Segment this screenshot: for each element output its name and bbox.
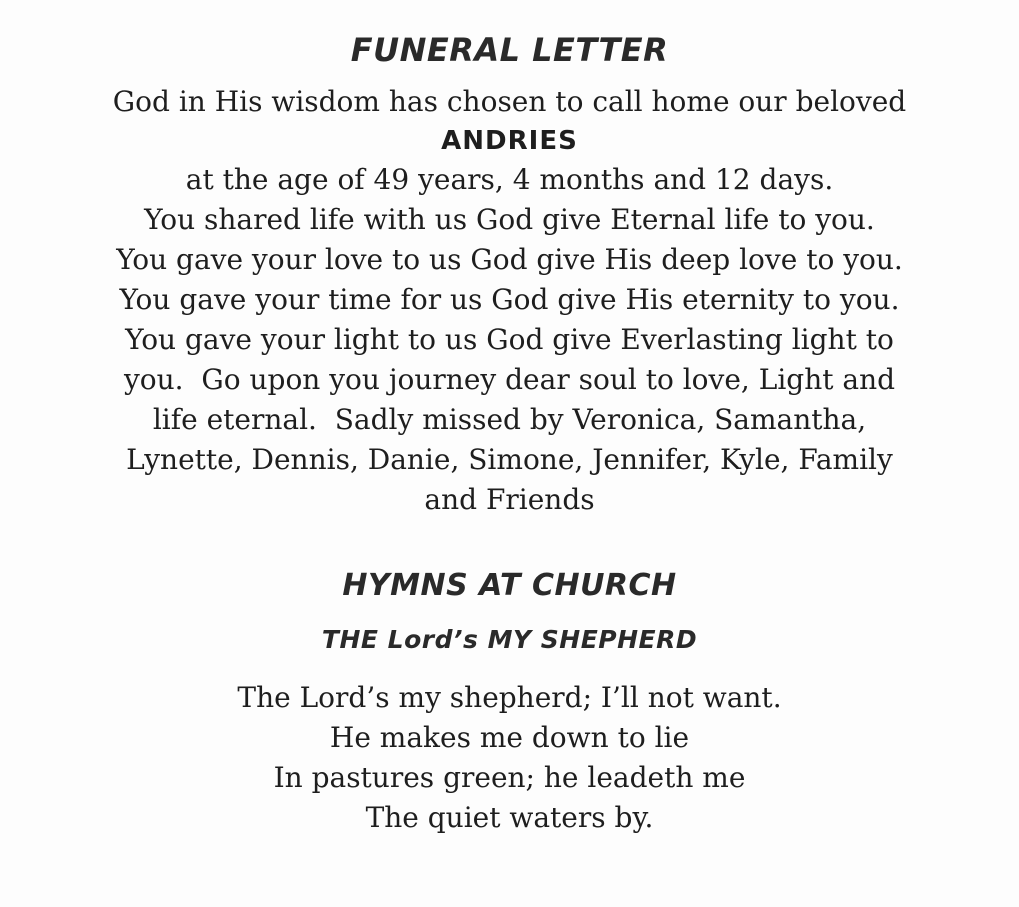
letter-line: at the age of 49 years, 4 months and 12 days. [185,163,834,196]
letter-line: and Friends [424,483,595,516]
letter-line: You gave your light to us God give Everlasting light to [125,323,894,356]
hymn-verse [0,678,1019,838]
hymn-line: In pastures green; he leadeth me [273,761,746,794]
funeral-letter [30,82,990,520]
hymn-line: The quiet waters by. [365,801,654,834]
letter-line: you. Go upon you journey dear soul to love, Light and [123,363,896,396]
letter-line: You gave your love to us God give His deep love to you. [116,243,903,276]
page-title: FUNERAL LETTER [350,31,669,69]
hymn-line: The Lord’s my shepherd; I’ll not want. [237,681,782,714]
letter-intro: God in His wisdom has chosen to call home our beloved [112,85,907,118]
hymn-title: THE Lord’s MY SHEPHERD [321,625,698,654]
letter-line: Lynette, Dennis, Danie, Simone, Jennifer, Kyle, Family [126,443,893,476]
letter-line: life eternal. Sadly missed by Veronica, Samantha, [152,403,867,436]
letter-line: You shared life with us God give Eternal life to you. [144,203,875,236]
letter-line: You gave your time for us God give His eternity to you. [119,283,900,316]
hymns-heading: HYMNS AT CHURCH [342,568,677,603]
deceased-name: ANDRIES [441,126,578,156]
hymn-line: He makes me down to lie [329,721,690,754]
